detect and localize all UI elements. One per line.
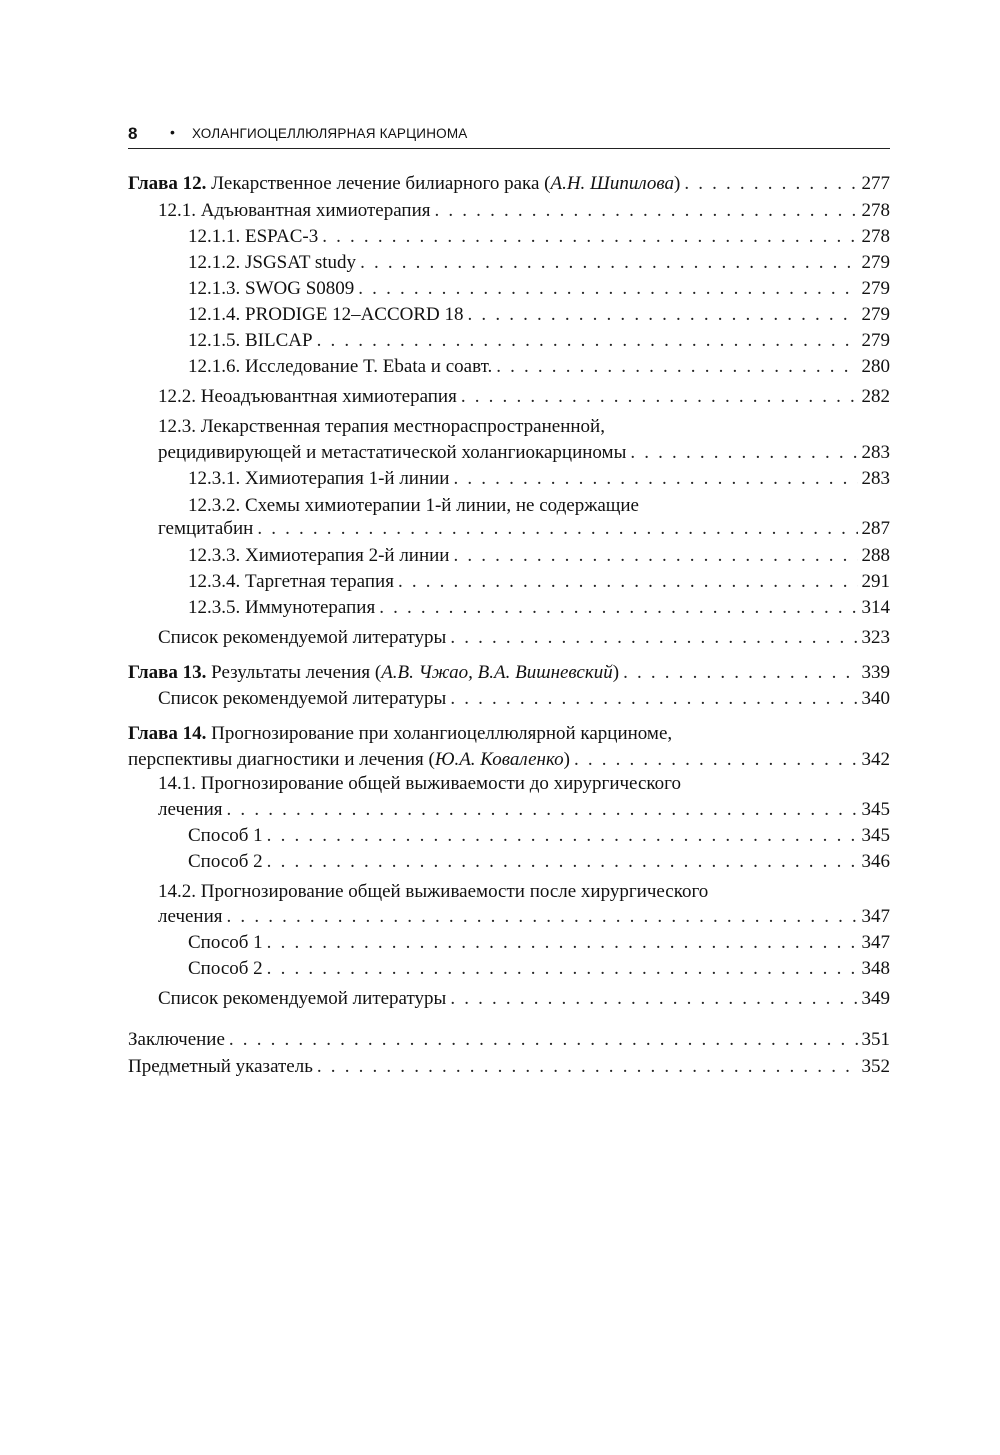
toc-page-number: 314 [861,597,890,618]
leader-dots [267,848,858,875]
leader-dots [461,383,858,410]
toc-page-number: 349 [861,988,890,1009]
leader-dots [267,822,858,849]
toc-section-14-2-line1[interactable]: 14.2. Прогнозирование общей выживаемости после хирургического [158,881,709,902]
chapter-author: Ю.А. Коваленко [434,749,564,770]
leader-dots [453,465,857,492]
bullet-icon: • [170,124,175,140]
toc-section-12-3-4[interactable]: 12.3.4. Таргетная терапия . . . 291 [128,568,890,595]
leader-dots [630,439,857,466]
leader-dots [379,594,857,621]
toc-page-number: 347 [861,932,890,953]
toc-section-12-1-6[interactable]: 12.1.6. Исследование T. Ebata и соавт. . . . 280 [128,353,890,380]
toc-references-13[interactable]: Список рекомендуемой литературы . . . 340 [128,685,890,712]
leader-dots [574,746,858,773]
toc-section-12-3-2-line1[interactable]: 12.3.2. Схемы химиотерапии 1-й линии, не содержащие [188,495,639,516]
toc-page-number: 283 [861,442,890,463]
toc-section-12-1-1[interactable]: 12.1.1. ESPAC-3 . . . 278 [128,223,890,250]
leader-dots [267,955,858,982]
toc-page-number: 352 [861,1056,890,1077]
leader-dots [229,1026,858,1053]
leader-dots [623,659,857,686]
toc-page-number: 278 [861,200,890,221]
toc-page-number: 345 [861,825,890,846]
toc-page-number: 277 [861,173,890,194]
toc-section-14-1[interactable]: лечения . . . 345 [128,796,890,823]
toc-page-number: 283 [861,468,890,489]
toc-section-12-1-2[interactable]: 12.1.2. JSGSAT study . . . 279 [128,249,890,276]
leader-dots [450,685,857,712]
leader-dots [227,796,858,823]
toc-page-number: 279 [861,278,890,299]
toc-references-12[interactable]: Список рекомендуемой литературы . . . 323 [128,624,890,651]
toc-page-number: 287 [861,518,890,539]
toc-section-12-3-2[interactable]: гемцитабин . . . 287 [128,515,890,542]
toc-references-14[interactable]: Список рекомендуемой литературы . . . 349 [128,985,890,1012]
toc-page-number: 345 [861,799,890,820]
leader-dots [317,1053,858,1080]
leader-dots [450,985,857,1012]
toc-page-number: 279 [861,252,890,273]
leader-dots [257,515,857,542]
leader-dots [434,197,857,224]
leader-dots [322,223,857,250]
toc-page-number: 282 [861,386,890,407]
leader-dots [684,170,857,197]
toc-section-14-1-line1[interactable]: 14.1. Прогнозирование общей выживаемости до хирургического [158,773,681,794]
toc-page-number: 291 [861,571,890,592]
leader-dots [360,249,857,276]
toc-section-12-3-1[interactable]: 12.3.1. Химиотерапия 1-й линии . . . 283 [128,465,890,492]
toc-subject-index[interactable]: Предметный указатель . . . 352 [128,1053,890,1080]
toc-section-12-3-5[interactable]: 12.3.5. Иммунотерапия . . . 314 [128,594,890,621]
toc-section-14-2-method-2[interactable]: Способ 2 . . . 348 [128,955,890,982]
leader-dots [358,275,857,302]
running-title: ХОЛАНГИОЦЕЛЛЮЛЯРНАЯ КАРЦИНОМА [192,126,468,141]
toc-section-14-2[interactable]: лечения . . . 347 [128,903,890,930]
toc-section-12-2[interactable]: 12.2. Неоадъювантная химиотерапия . . . 282 [128,383,890,410]
chapter-label: Глава 12. [128,173,207,194]
toc-page-number: 348 [861,958,890,979]
toc-page-number: 288 [861,545,890,566]
toc-section-12-3-line1[interactable]: 12.3. Лекарственная терапия местнораспространенной, [158,416,605,437]
leader-dots [398,568,858,595]
toc-page-number: 279 [861,330,890,351]
toc-section-12-1[interactable]: 12.1. Адъювантная химиотерапия . . . 278 [128,197,890,224]
leader-dots [468,301,858,328]
toc-chapter-14-line1[interactable]: Глава 14. Прогнозирование при холангиоцеллюлярной карциноме, [128,723,673,744]
toc-chapter-14[interactable]: перспективы диагностики и лечения (Ю.А. Коваленко) . . . 342 [128,746,890,773]
leader-dots [453,542,857,569]
toc-section-12-3-3[interactable]: 12.3.3. Химиотерапия 2-й линии . . . 288 [128,542,890,569]
toc-page-number: 323 [861,627,890,648]
toc-section-12-1-5[interactable]: 12.1.5. BILCAP . . . 279 [128,327,890,354]
toc-section-14-1-method-2[interactable]: Способ 2 . . . 346 [128,848,890,875]
toc-section-12-1-4[interactable]: 12.1.4. PRODIGE 12–ACCORD 18 . . . 279 [128,301,890,328]
toc-page-number: 342 [861,749,890,770]
leader-dots [450,624,857,651]
toc-page-number: 280 [861,356,890,377]
toc-section-12-1-3[interactable]: 12.1.3. SWOG S0809 . . . 279 [128,275,890,302]
toc-page-number: 346 [861,851,890,872]
leader-dots [267,929,858,956]
chapter-author: А.Н. Шипилова [550,173,674,194]
leader-dots [496,353,857,380]
page-number: 8 [128,124,138,143]
leader-dots [317,327,858,354]
chapter-label: Глава 14. [128,723,207,744]
toc-section-14-2-method-1[interactable]: Способ 1 . . . 347 [128,929,890,956]
toc-page-number: 351 [861,1029,890,1050]
toc-page-number: 340 [861,688,890,709]
toc-section-12-3[interactable]: рецидивирующей и метастатической холангиокарциномы . . . 283 [128,439,890,466]
toc-page-number: 279 [861,304,890,325]
toc-section-14-1-method-1[interactable]: Способ 1 . . . 345 [128,822,890,849]
chapter-label: Глава 13. [128,662,207,683]
chapter-author: А.В. Чжао, В.А. Вишневский [381,662,613,683]
toc-conclusion[interactable]: Заключение . . . 351 [128,1026,890,1053]
toc-chapter-13[interactable]: Глава 13. Результаты лечения (А.В. Чжао, В.А. Вишневский) . . . 339 [128,659,890,686]
toc-page-number: 278 [861,226,890,247]
running-header [128,124,890,149]
toc-page-number: 339 [861,662,890,683]
toc-page-number: 347 [861,906,890,927]
toc-chapter-12[interactable]: Глава 12. Лекарственное лечение билиарного рака (А.Н. Шипилова) . . . 277 [128,170,890,197]
leader-dots [227,903,858,930]
